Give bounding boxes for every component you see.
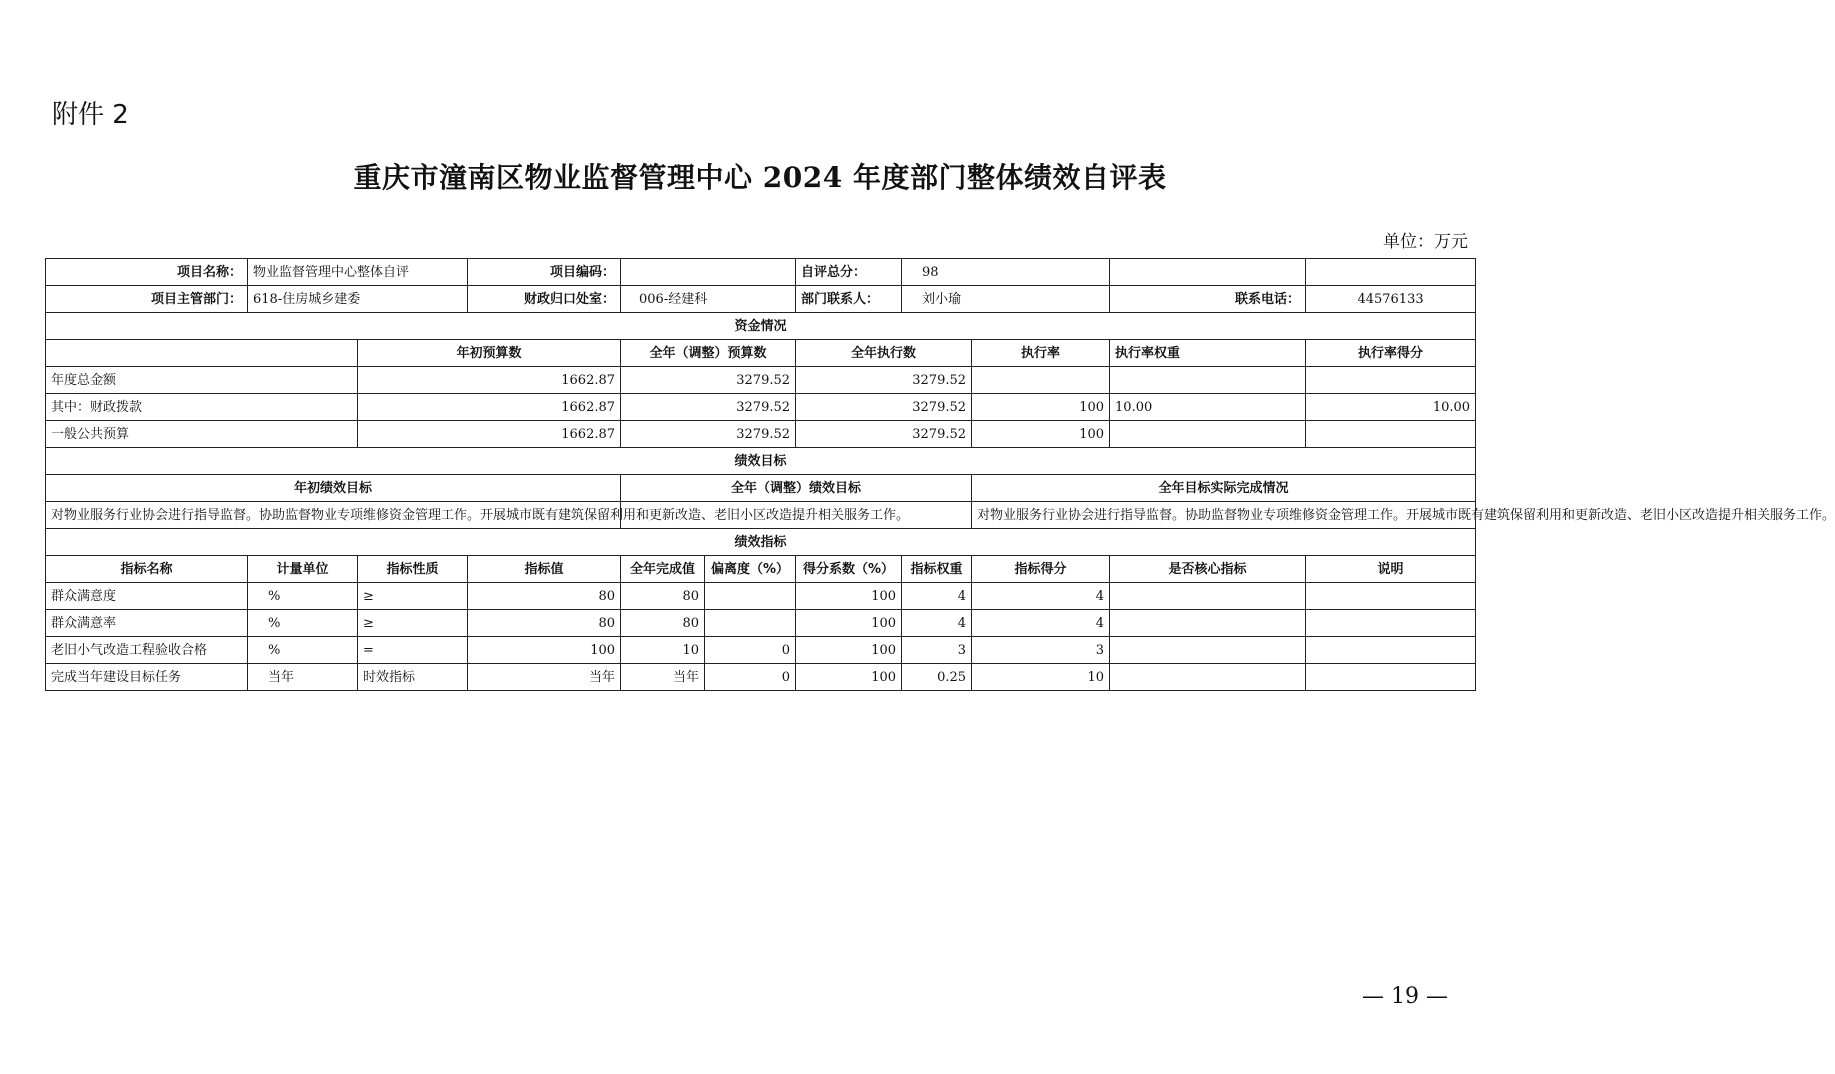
ind-weight: 0.25 <box>902 664 972 691</box>
ind-score: 10 <box>972 664 1110 691</box>
ind-score: 4 <box>972 610 1110 637</box>
funds-row-weight: 10.00 <box>1110 394 1306 421</box>
indicators-section-title: 绩效指标 <box>46 529 1476 556</box>
ind-deviation <box>705 583 796 610</box>
funds-row-initial: 1662.87 <box>358 394 621 421</box>
funds-row-executed: 3279.52 <box>796 367 972 394</box>
project-name-label: 项目名称： <box>46 259 248 286</box>
goals-section-title: 绩效目标 <box>46 448 1476 475</box>
ind-weight: 4 <box>902 583 972 610</box>
page-number: — 19 — <box>1362 984 1448 1009</box>
goals-header-actual: 全年目标实际完成情况 <box>972 475 1476 502</box>
goals-content-row <box>46 502 1476 529</box>
funds-header-rate: 执行率 <box>972 340 1110 367</box>
ind-target: 100 <box>468 637 621 664</box>
ind-done: 10 <box>621 637 705 664</box>
ind-target: 80 <box>468 583 621 610</box>
document-title: 重庆市潼南区物业监督管理中心 2024 年度部门整体绩效自评表 <box>353 161 1167 194</box>
finance-label: 财政归口处室： <box>468 286 621 313</box>
ind-coefficient: 100 <box>796 583 902 610</box>
score-label: 自评总分： <box>796 259 902 286</box>
funds-row-name: 年度总金额 <box>46 367 358 394</box>
goals-section-row <box>46 448 1476 475</box>
dept-label: 项目主管部门： <box>46 286 248 313</box>
funds-row-initial: 1662.87 <box>358 421 621 448</box>
ind-weight: 3 <box>902 637 972 664</box>
indicator-row <box>46 610 1476 637</box>
ind-target: 当年 <box>468 664 621 691</box>
ind-core <box>1110 583 1306 610</box>
phone-value: 44576133 <box>1306 286 1476 313</box>
funds-row <box>46 367 1476 394</box>
funds-row-adjusted: 3279.52 <box>621 421 796 448</box>
ind-score: 4 <box>972 583 1110 610</box>
ind-deviation: 0 <box>705 664 796 691</box>
ind-core <box>1110 664 1306 691</box>
funds-section-title: 资金情况 <box>46 313 1476 340</box>
unit-label: 单位：万元 <box>1383 232 1468 252</box>
funds-header-weight: 执行率权重 <box>1110 340 1306 367</box>
indicator-row <box>46 583 1476 610</box>
funds-row-rate: 100 <box>972 421 1110 448</box>
ind-nature: = <box>358 637 468 664</box>
ind-header-name: 指标名称 <box>46 556 248 583</box>
phone-label: 联系电话： <box>1110 286 1306 313</box>
score-value: 98 <box>902 259 1110 286</box>
dept-value: 618-住房城乡建委 <box>248 286 468 313</box>
ind-deviation <box>705 610 796 637</box>
ind-core <box>1110 637 1306 664</box>
indicators-header-row <box>46 556 1476 583</box>
ind-done: 80 <box>621 583 705 610</box>
ind-header-target: 指标值 <box>468 556 621 583</box>
ind-header-core: 是否核心指标 <box>1110 556 1306 583</box>
ind-weight: 4 <box>902 610 972 637</box>
project-code-value <box>621 259 796 286</box>
funds-row-rate <box>972 367 1110 394</box>
contact-value: 刘小瑜 <box>902 286 1110 313</box>
funds-row-executed: 3279.52 <box>796 421 972 448</box>
ind-coefficient: 100 <box>796 664 902 691</box>
funds-header-row <box>46 340 1476 367</box>
project-name-value: 物业监督管理中心整体自评 <box>248 259 468 286</box>
funds-row-initial: 1662.87 <box>358 367 621 394</box>
ind-header-nature: 指标性质 <box>358 556 468 583</box>
annex-label: 附件 2 <box>52 100 129 130</box>
funds-row-adjusted: 3279.52 <box>621 367 796 394</box>
funds-row-name: 其中：财政拨款 <box>46 394 358 421</box>
ind-coefficient: 100 <box>796 610 902 637</box>
ind-unit: % <box>248 583 358 610</box>
funds-row-weight <box>1110 421 1306 448</box>
funds-header-score: 执行率得分 <box>1306 340 1476 367</box>
info-row-2 <box>46 286 1476 313</box>
ind-name: 群众满意度 <box>46 583 248 610</box>
ind-unit: % <box>248 637 358 664</box>
contact-label: 部门联系人： <box>796 286 902 313</box>
funds-row-weight <box>1110 367 1306 394</box>
funds-header-initial: 年初预算数 <box>358 340 621 367</box>
indicator-row <box>46 637 1476 664</box>
ind-core <box>1110 610 1306 637</box>
funds-row-score <box>1306 367 1476 394</box>
ind-header-coefficient: 得分系数（%） <box>796 556 902 583</box>
ind-unit: 当年 <box>248 664 358 691</box>
ind-done: 80 <box>621 610 705 637</box>
info-row-1 <box>46 259 1476 286</box>
ind-note <box>1306 583 1476 610</box>
ind-header-weight: 指标权重 <box>902 556 972 583</box>
self-evaluation-table <box>45 258 1835 691</box>
ind-done: 当年 <box>621 664 705 691</box>
goals-actual-text: 对物业服务行业协会进行指导监督。协助监督物业专项维修资金管理工作。开展城市既有建筑保留利用和更新改造、老旧小区改造提升相关服务工作。 <box>972 502 1476 529</box>
ind-score: 3 <box>972 637 1110 664</box>
ind-nature: 时效指标 <box>358 664 468 691</box>
funds-row-rate: 100 <box>972 394 1110 421</box>
ind-note <box>1306 610 1476 637</box>
ind-note <box>1306 664 1476 691</box>
ind-deviation: 0 <box>705 637 796 664</box>
indicator-row <box>46 664 1476 691</box>
funds-header-adjusted: 全年（调整）预算数 <box>621 340 796 367</box>
ind-unit: % <box>248 610 358 637</box>
ind-nature: ≥ <box>358 610 468 637</box>
funds-row-score <box>1306 421 1476 448</box>
funds-header-executed: 全年执行数 <box>796 340 972 367</box>
ind-header-deviation: 偏离度（%） <box>705 556 796 583</box>
funds-row-adjusted: 3279.52 <box>621 394 796 421</box>
goals-initial-text: 对物业服务行业协会进行指导监督。协助监督物业专项维修资金管理工作。开展城市既有建筑保留利用和更新改造、老旧小区改造提升相关服务工作。 <box>46 502 621 529</box>
indicators-section-row <box>46 529 1476 556</box>
goals-header-initial: 年初绩效目标 <box>46 475 621 502</box>
ind-coefficient: 100 <box>796 637 902 664</box>
ind-header-note: 说明 <box>1306 556 1476 583</box>
funds-section-row <box>46 313 1476 340</box>
ind-header-done: 全年完成值 <box>621 556 705 583</box>
ind-nature: ≥ <box>358 583 468 610</box>
ind-name: 群众满意率 <box>46 610 248 637</box>
ind-name: 老旧小气改造工程验收合格 <box>46 637 248 664</box>
empty-cell <box>46 340 358 367</box>
ind-header-score: 指标得分 <box>972 556 1110 583</box>
funds-row-executed: 3279.52 <box>796 394 972 421</box>
goals-header-row <box>46 475 1476 502</box>
finance-value: 006-经建科 <box>621 286 796 313</box>
ind-name: 完成当年建设目标任务 <box>46 664 248 691</box>
funds-row <box>46 394 1476 421</box>
ind-header-unit: 计量单位 <box>248 556 358 583</box>
funds-row-score: 10.00 <box>1306 394 1476 421</box>
funds-row <box>46 421 1476 448</box>
project-code-label: 项目编码： <box>468 259 621 286</box>
ind-target: 80 <box>468 610 621 637</box>
empty-cell <box>1110 259 1306 286</box>
ind-note <box>1306 637 1476 664</box>
funds-row-name: 一般公共预算 <box>46 421 358 448</box>
goals-header-adjusted: 全年（调整）绩效目标 <box>621 475 972 502</box>
empty-cell <box>1306 259 1476 286</box>
